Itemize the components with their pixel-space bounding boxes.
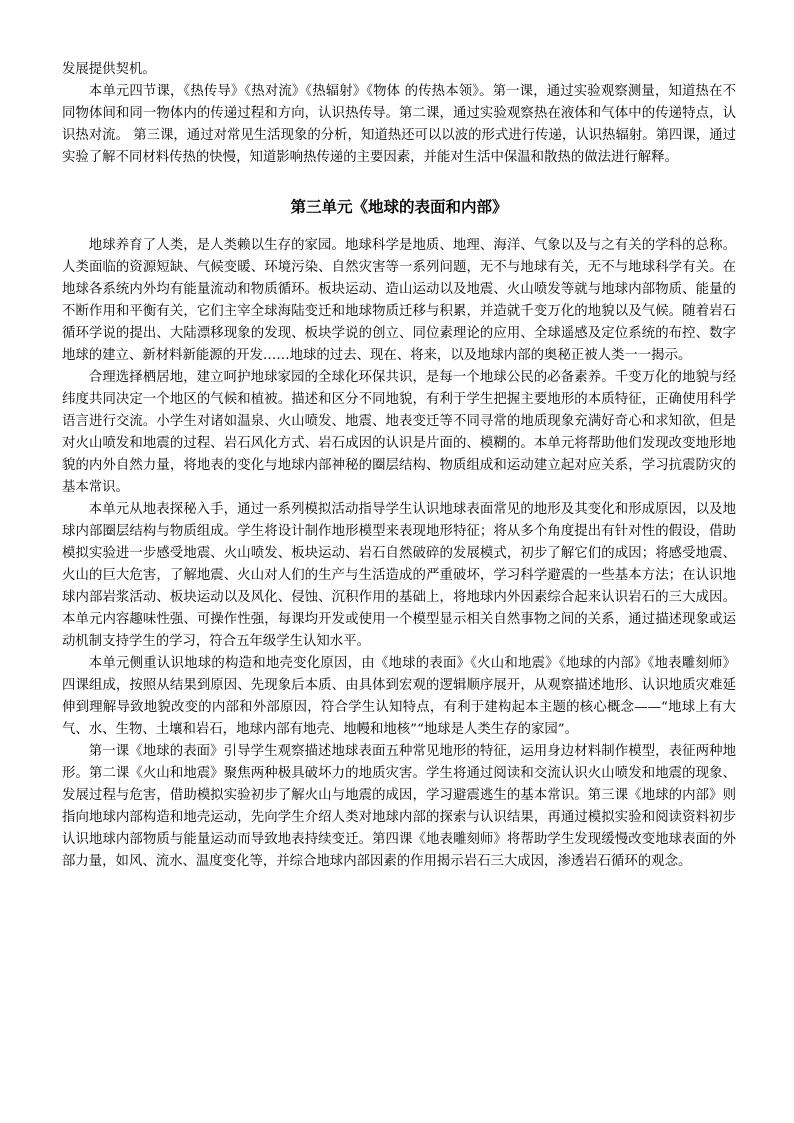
unit-three-paragraph-1: 地球养育了人类，是人类赖以生存的家园。地球科学是地质、地理、海洋、气象以及与之有关的学科的总称。人类面临的资源短缺、气候变暖、环境污染、自然灾害等一系列问题，无不与地球有关，无不与地球科学有关。在地球各系统内外均有能量流动和物质循环。板块运动、造山运动以及地震、火山喷发等就与地球内部物质、能量的不断作用和平衡有关，它们主宰全球海陆变迁和地球物质迁移与积累，并造就千变万化的地貌以及气候。随着岩石循环学说的提出、大陆漂移现象的发现、板块学说的创立、同位素理论的应用、全球遥感及定位系统的布控、数字地球的建立、新材料新能源的开发……地球的过去、现在、将来，以及地球内部的奥秘正被人类一一揭示。 (62, 238, 736, 363)
unit-three-paragraph-2: 合理选择栖居地，建立呵护地球家园的全球化环保共识，是每一个地球公民的必备素养。千变万化的地貌与经纬度共同决定一个地区的气候和植被。描述和区分不同地貌，有利于学生把握主要地形的本质特征，正确使用科学语言进行交流。小学生对诸如温泉、火山喷发、地震、地表变迁等不同寻常的地质现象充满好奇心和求知欲，但是对火山喷发和地震的过程、岩石风化方式、岩石成因的认识是片面的、模糊的。本单元将帮助他们发现改变地形地貌的内外自然力量，将地表的变化与地球内部神秘的圈层结构、物质组成和运动建立起对应关系，学习抗震防灾的基本常识。 (62, 370, 736, 495)
unit-three-paragraph-3: 本单元从地表探秘入手，通过一系列模拟活动指导学生认识地球表面常见的地形及其变化和形成原因，以及地球内部圈层结构与物质组成。学生将设计制作地形模型来表现地形特征；将从多个角度提出有针对性的假设，借助模拟实验进一步感受地震、火山喷发、板块运动、岩石自然破碎的发展模式，初步了解它们的成因；将感受地震、火山的巨大危害，了解地震、火山对人们的生产与生活造成的严重破坏，学习科学避震的一些基本方法；在认识地球内部岩浆活动、板块运动以及风化、侵蚀、沉积作用的基础上，将地球内外因素综合起来认识岩石的三大成因。本单元内容趣味性强、可操作性强，每课均开发或使用一个模型显示相关自然事物之间的关系，通过描述现象或运动机制支持学生的学习，符合五年级学生认知水平。 (62, 502, 736, 649)
unit-three-paragraph-4: 本单元侧重认识地球的构造和地壳变化原因，由《地球的表面》《火山和地震》《地球的内部》《地表雕刻师》四课组成，按照从结果到原因、先现象后本质、由具体到宏观的逻辑顺序展开，从观察描述地形、认识地质灾难延伸到理解导致地貌改变的内部和外部原因，符合学生认知特点，有利于建构起本主题的核心概念——“地球上有大气、水、生物、土壤和岩石，地球内部有地壳、地幔和地核”“地球是人类生存的家园”。 (62, 656, 736, 737)
document-page (62, 59, 736, 873)
continuation-paragraph: 发展提供契机。 (62, 62, 156, 77)
section-title: 第三单元《地球的表面和内部》 (290, 197, 508, 216)
unit-two-lessons-paragraph: 本单元四节课，《热传导》《热对流》《热辐射》《物体 的传热本领》。第一课，通过实验观察测量，知道热在不同物体间和同一物体内的传递过程和方向，认识热传导。第二课，通过实验观察热在液体和气体中的传递特点，认识热对流。 第三课，通过对常见生活现象的分析，知道热还可以以波的形式进行传递，认识热辐射。第四课，通过实验了解不同材料传热的快慢，知道影响热传递的主要因素，并能对生活中保温和散热的做法进行解释。 (62, 84, 736, 165)
unit-three-paragraph-5: 第一课《地球的表面》引导学生观察描述地球表面五种常见地形的特征，运用身边材料制作模型，表征两种地形。第二课《火山和地震》聚焦两种极具破坏力的地质灾害。学生将通过阅读和交流认识火山喷发和地震的现象、发展过程与危害，借助模拟实验初步了解火山与地震的成因，学习避震逃生的基本常识。第三课《地球的内部》则指向地球内部构造和地壳运动，先向学生介绍人类对地球内部的探索与认识结果，再通过模拟实验和阅读资料初步认识地球内部物质与能量运动而导致地表持续变迁。第四课《地表雕刻师》将帮助学生发现缓慢改变地球表面的外部力量，如风、流水、温度变化等，并综合地球内部因素的作用揭示岩石三大成因，渗透岩石循环的观念。 (62, 744, 736, 869)
